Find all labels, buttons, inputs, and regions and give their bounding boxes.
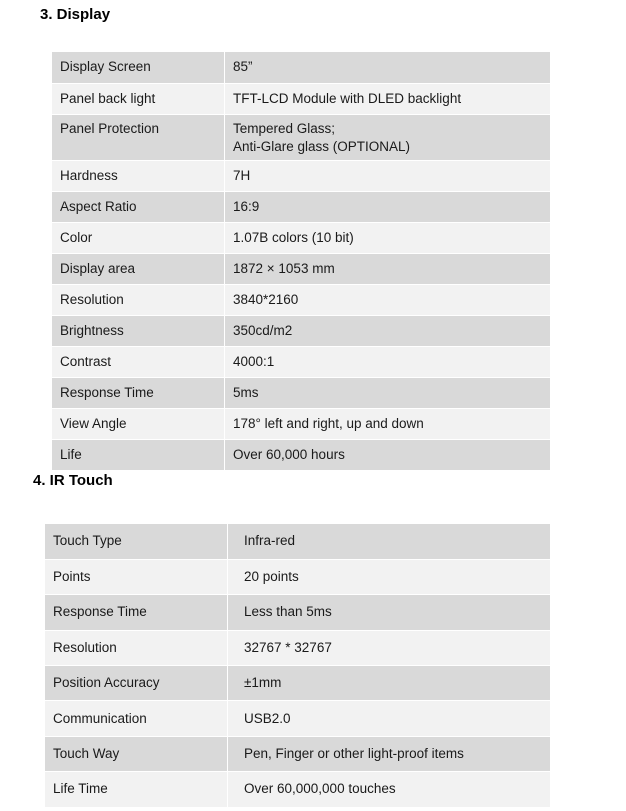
section-heading-display: 3. Display: [40, 6, 111, 23]
spec-value: Anti-Glare glass (OPTIONAL): [233, 138, 411, 154]
spec-value: 1.07B colors (10 bit): [225, 222, 551, 253]
spec-label: Contrast: [52, 346, 225, 377]
table-row: [52, 377, 551, 408]
table-row: [45, 524, 551, 559]
table-row: [45, 772, 551, 807]
table-row: [52, 408, 551, 439]
spec-label: Panel back light: [52, 83, 225, 114]
table-row: [52, 284, 551, 315]
spec-label: Panel Protection: [52, 114, 225, 160]
spec-label: Touch Type: [45, 524, 228, 559]
spec-label: Life Time: [45, 772, 228, 807]
table-row: [45, 666, 551, 701]
table-row: [45, 559, 551, 594]
spec-label: Resolution: [52, 284, 225, 315]
table-row: [52, 439, 551, 470]
spec-value: 5ms: [225, 377, 551, 408]
spec-value: 1872 × 1053 mm: [225, 253, 551, 284]
spec-label: Points: [45, 559, 228, 594]
spec-label: Display area: [52, 253, 225, 284]
spec-value: Less than 5ms: [228, 595, 551, 630]
table-row: [45, 701, 551, 736]
spec-value: Infra-red: [228, 524, 551, 559]
table-row: [52, 253, 551, 284]
table-row: [52, 222, 551, 253]
spec-value: TFT-LCD Module with DLED backlight: [225, 83, 551, 114]
table-row: [52, 191, 551, 222]
table-row: [45, 630, 551, 665]
spec-value: 85”: [225, 52, 551, 83]
spec-value: 20 points: [228, 559, 551, 594]
spec-label: View Angle: [52, 408, 225, 439]
spec-label: Brightness: [52, 315, 225, 346]
table-row: [45, 736, 551, 771]
table-row: [52, 346, 551, 377]
section-heading-ir-touch: 4. IR Touch: [33, 472, 113, 489]
spec-value: 3840*2160: [225, 284, 551, 315]
table-row: [52, 160, 551, 191]
table-row: [52, 52, 551, 83]
spec-value: 350cd/m2: [225, 315, 551, 346]
spec-value: 4000:1: [225, 346, 551, 377]
display-spec-table: [52, 52, 551, 471]
spec-value: Over 60,000,000 touches: [228, 772, 551, 807]
table-row: [52, 83, 551, 114]
spec-value: USB2.0: [228, 701, 551, 736]
spec-label: Response Time: [52, 377, 225, 408]
spec-value: Pen, Finger or other light-proof items: [228, 736, 551, 771]
spec-value: 32767 * 32767: [228, 630, 551, 665]
spec-label: Color: [52, 222, 225, 253]
table-row: [52, 114, 551, 160]
spec-value: Over 60,000 hours: [225, 439, 551, 470]
spec-value: ±1mm: [228, 666, 551, 701]
ir-touch-spec-table: [45, 524, 551, 808]
spec-value-multiline: [225, 114, 551, 160]
table-row: [52, 315, 551, 346]
spec-label: Display Screen: [52, 52, 225, 83]
spec-value: 7H: [225, 160, 551, 191]
spec-label: Communication: [45, 701, 228, 736]
spec-value: Tempered Glass;: [233, 120, 336, 136]
spec-label: Response Time: [45, 595, 228, 630]
spec-value: 16:9: [225, 191, 551, 222]
spec-label: Aspect Ratio: [52, 191, 225, 222]
table-row: [45, 595, 551, 630]
spec-label: Position Accuracy: [45, 666, 228, 701]
spec-label: Resolution: [45, 630, 228, 665]
spec-value: 178° left and right, up and down: [225, 408, 551, 439]
spec-label: Hardness: [52, 160, 225, 191]
spec-label: Life: [52, 439, 225, 470]
spec-label: Touch Way: [45, 736, 228, 771]
